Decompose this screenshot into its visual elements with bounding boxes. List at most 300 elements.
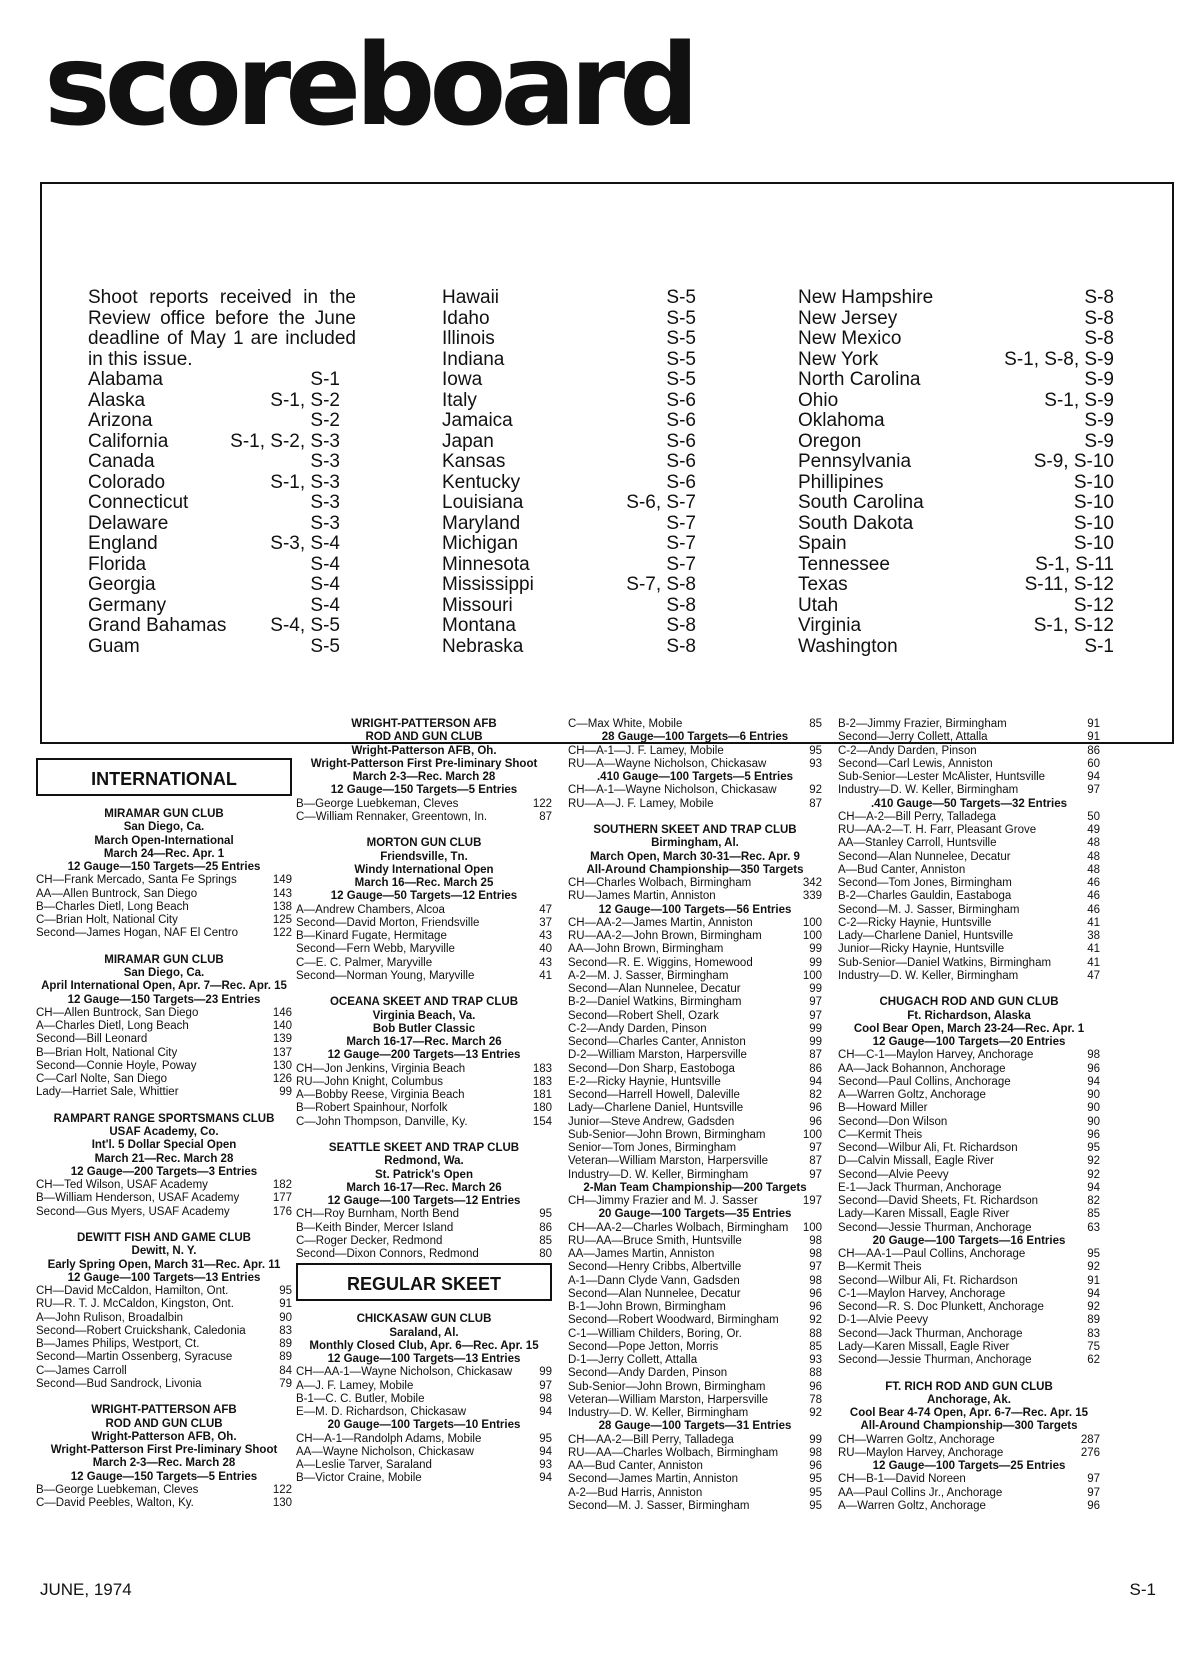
event-header-line: MORTON GUN CLUB [366, 837, 482, 850]
result-name: D-1—Jerry Collett, Attalla [568, 1354, 698, 1366]
result-name: RU—AA-2—T. H. Farr, Pleasant Grove [838, 824, 1037, 836]
result-score: 41 [1087, 943, 1100, 956]
result-name: CH—Allen Buntrock, San Diego [36, 1006, 199, 1019]
result-line [36, 1497, 292, 1510]
result-name: Second—Alan Nunnelee, Decatur [568, 1287, 741, 1300]
result-line [36, 1086, 292, 1099]
event-header-line: Cool Bear 4-74 Open, Apr. 6-7—Rec. Apr. 15 [849, 1407, 1089, 1419]
result-line [568, 957, 822, 970]
result-name: Lady—Karen Missall, Eagle River [838, 1208, 1010, 1221]
result-name: B—Howard Miller [838, 1102, 928, 1115]
result-score: 86 [1087, 744, 1100, 757]
result-score: 85 [809, 718, 822, 730]
result-score: 87 [809, 797, 822, 810]
result-line [296, 957, 552, 970]
result-score: 41 [1087, 956, 1100, 969]
result-name: RU—Maylon Harvey, Anchorage [838, 1446, 1004, 1459]
result-line [568, 996, 822, 1009]
result-score: 95 [1087, 1248, 1100, 1260]
index-state-name: Mississippi [442, 574, 534, 595]
result-line [568, 877, 822, 890]
result-line [838, 1434, 1100, 1447]
index-column-1 [88, 370, 340, 657]
result-name: B-1—C. C. Butler, Mobile [296, 1392, 425, 1405]
result-score: 85 [1087, 1208, 1100, 1221]
index-state-name: Canada [88, 451, 155, 472]
result-score: 99 [279, 1086, 292, 1099]
index-entry [88, 493, 340, 514]
index-state-name: Tennessee [798, 553, 890, 575]
result-score: 48 [1087, 850, 1100, 863]
result-name: C—Kermit Theis [838, 1128, 923, 1141]
result-line [838, 771, 1100, 784]
index-state-name: Georgia [88, 574, 156, 595]
result-name: A—Bobby Reese, Virginia Beach [296, 1089, 465, 1101]
spacer [296, 824, 552, 837]
index-page-ref: S-9 [1084, 369, 1114, 390]
index-state-name: New Jersey [798, 307, 898, 329]
result-score: 84 [279, 1364, 292, 1377]
result-line [838, 1155, 1100, 1168]
index-page-ref: S-5 [310, 635, 340, 657]
index-page-ref: S-5 [666, 307, 696, 329]
event-header-line: Saraland, Al. [389, 1326, 459, 1339]
result-name: CH—B-1—David Noreen [838, 1473, 966, 1486]
result-line [36, 1312, 292, 1325]
result-name: Second—Henry Cribbs, Albertville [568, 1261, 742, 1274]
event-header-line: All-Around Championship—300 Targets [860, 1420, 1078, 1433]
result-line [296, 811, 552, 824]
result-line [568, 784, 822, 797]
event-header-line: Bob Butler Classic [372, 1022, 476, 1035]
event-header-line: MIRAMAR GUN CLUB [104, 808, 224, 820]
event-header-line: San Diego, Ca. [123, 967, 205, 979]
index-column-2 [442, 288, 696, 657]
result-score: 60 [1087, 757, 1100, 770]
result-line [296, 1235, 552, 1248]
result-line [838, 1275, 1100, 1288]
result-name: Second—Gus Myers, USAF Academy [36, 1205, 230, 1218]
masthead-title: scoreboard [44, 21, 694, 151]
result-name: AA—Paul Collins Jr., Anchorage [838, 1486, 1003, 1499]
result-score: 126 [272, 1073, 292, 1085]
event-header-line: 28 Gauge—100 Targets—31 Entries [598, 1420, 792, 1433]
event-header-line: Int'l. 5 Dollar Special Open [91, 1139, 237, 1152]
event-header-line: Windy International Open [354, 863, 494, 876]
results-column-4 [838, 718, 1100, 1513]
index-page-ref: S-4 [310, 553, 340, 575]
index-state-name: North Carolina [798, 369, 921, 390]
event-header-line: 12 Gauge—150 Targets—5 Entries [330, 784, 518, 797]
event-header-line: 12 Gauge—150 Targets—5 Entries [70, 1470, 258, 1483]
index-state-name: Pennsylvania [798, 451, 912, 472]
result-line [568, 1010, 822, 1023]
result-line [568, 983, 822, 996]
result-score: 90 [279, 1311, 292, 1324]
index-entry [798, 555, 1114, 576]
result-score: 86 [539, 1221, 552, 1234]
result-score: 95 [809, 1499, 822, 1512]
result-score: 92 [809, 784, 822, 797]
result-score: 90 [1087, 1089, 1100, 1101]
result-score: 46 [1087, 890, 1100, 903]
index-state-name: Maryland [442, 512, 521, 534]
result-name: A—Andrew Chambers, Alcoa [296, 903, 445, 916]
result-score: 91 [1087, 718, 1100, 730]
result-line [838, 1222, 1100, 1235]
result-line [36, 1060, 292, 1073]
event-header-line: CHUGACH ROD AND GUN CLUB [879, 996, 1059, 1009]
index-state-name: Texas [798, 574, 848, 595]
spacer [36, 1100, 292, 1113]
result-line [838, 1208, 1100, 1221]
event-header-line: 12 Gauge—200 Targets—13 Entries [327, 1049, 521, 1062]
result-line [838, 758, 1100, 771]
result-name: CH—Roy Burnham, North Bend [296, 1208, 459, 1221]
result-score: 122 [272, 1483, 292, 1496]
index-entry [88, 575, 340, 596]
result-name: A—Warren Goltz, Anchorage [838, 1089, 986, 1101]
result-score: 98 [809, 1234, 822, 1247]
index-entry [798, 514, 1114, 535]
index-entry [798, 473, 1114, 494]
result-score: 99 [539, 1366, 552, 1379]
event-header-line: April International Open, Apr. 7—Rec. Apr. 15 [41, 980, 287, 993]
event-header-line: March 21—Rec. March 28 [94, 1152, 234, 1165]
result-line [568, 1394, 822, 1407]
result-name: CH—A-2—Bill Perry, Talladega [838, 810, 997, 823]
result-name: CH—Frank Mercado, Santa Fe Springs [36, 874, 237, 887]
result-line [296, 1406, 552, 1419]
index-page-ref: S-1, S-12 [1033, 615, 1114, 636]
index-state-name: Utah [798, 594, 839, 616]
result-line [36, 914, 292, 927]
results-column-1 [36, 756, 292, 1510]
event-header-line: Wright-Patterson AFB, Oh. [351, 744, 497, 757]
result-name: Senior—Tom Jones, Birmingham [568, 1142, 737, 1154]
event-header-line: 12 Gauge—150 Targets—23 Entries [67, 993, 261, 1006]
index-entry [442, 452, 696, 473]
result-name: AA—Wayne Nicholson, Chickasaw [296, 1445, 474, 1458]
result-line [838, 930, 1100, 943]
result-score: 100 [802, 916, 822, 929]
result-line [838, 718, 1100, 731]
result-line [568, 1195, 822, 1208]
index-page-ref: S-9 [1084, 410, 1114, 431]
index-state-name: Grand Bahamas [88, 615, 227, 636]
result-line [568, 1089, 822, 1102]
result-line [838, 1049, 1100, 1062]
result-line [568, 1036, 822, 1049]
result-line [568, 1063, 822, 1076]
result-line [838, 943, 1100, 956]
result-score: 100 [802, 930, 822, 942]
result-score: 79 [279, 1377, 292, 1390]
index-entry [442, 329, 696, 350]
index-entry [798, 575, 1114, 596]
index-entry [798, 493, 1114, 514]
index-page-ref: S-11, S-12 [1024, 574, 1114, 595]
result-line [838, 1473, 1100, 1486]
result-score: 96 [809, 1115, 822, 1128]
result-line [568, 1261, 822, 1274]
result-score: 96 [809, 1102, 822, 1115]
result-name: B—James Philips, Westport, Ct. [36, 1338, 200, 1350]
result-name: Industry—D. W. Keller, Birmingham [838, 784, 1019, 797]
result-score: 62 [1087, 1354, 1100, 1366]
result-line [838, 1182, 1100, 1195]
index-entry [88, 370, 340, 391]
index-state-name: New York [798, 348, 879, 370]
result-score: 122 [532, 797, 552, 810]
index-page-ref: S-8 [666, 635, 696, 657]
result-name: AA—Allen Buntrock, San Diego [36, 887, 198, 900]
result-score: 95 [539, 1208, 552, 1221]
index-page-ref: S-8 [666, 594, 696, 616]
result-score: 96 [809, 1460, 822, 1472]
result-score: 92 [1087, 1168, 1100, 1181]
result-name: B—Victor Craine, Mobile [296, 1472, 422, 1485]
result-score: 130 [272, 1059, 292, 1072]
result-score: 75 [1087, 1340, 1100, 1353]
result-name: CH—AA-1—Wayne Nicholson, Chickasaw [296, 1366, 513, 1379]
index-page-ref: S-1, S-2, S-3 [230, 430, 340, 452]
index-entry [798, 391, 1114, 412]
spacer [296, 983, 552, 996]
result-line [568, 1434, 822, 1447]
result-score: 40 [539, 943, 552, 956]
index-entry [88, 534, 340, 555]
result-name: Second—Robert Shell, Ozark [568, 1009, 719, 1022]
result-score: 89 [279, 1351, 292, 1364]
index-entry [798, 370, 1114, 391]
spacer [838, 1367, 1100, 1380]
result-score: 91 [1087, 1274, 1100, 1287]
result-line [838, 1261, 1100, 1274]
result-score: 96 [1087, 1499, 1100, 1512]
result-line [838, 811, 1100, 824]
result-name: CH—A-1—J. F. Lamey, Mobile [568, 744, 724, 757]
result-score: 95 [279, 1285, 292, 1297]
result-line [36, 1073, 292, 1086]
result-name: C—David Peebles, Walton, Ky. [36, 1497, 194, 1509]
result-line [568, 1354, 822, 1367]
result-line [838, 824, 1100, 837]
event-header-line: All-Around Championship—350 Targets [586, 863, 804, 876]
result-score: 46 [1087, 877, 1100, 889]
index-page-ref: S-2 [310, 410, 340, 431]
index-entry [442, 391, 696, 412]
result-line [838, 851, 1100, 864]
result-line [838, 1354, 1100, 1367]
result-name: Second—Fern Webb, Maryville [296, 943, 455, 956]
result-score: 99 [809, 1022, 822, 1035]
index-page-ref: S-6 [666, 430, 696, 452]
result-name: C-2—Ricky Haynie, Huntsville [838, 916, 992, 929]
result-line [568, 1023, 822, 1036]
result-name: Industry—D. W. Keller, Birmingham [568, 1407, 749, 1419]
result-score: 140 [272, 1020, 292, 1032]
result-name: Second—Pope Jetton, Morris [568, 1340, 719, 1353]
result-line [838, 1500, 1100, 1513]
index-state-name: Colorado [88, 471, 166, 493]
spacer [36, 1391, 292, 1404]
result-score: 38 [1087, 930, 1100, 942]
result-line [568, 798, 822, 811]
result-name: RU—John Knight, Columbus [296, 1075, 444, 1088]
result-name: B-2—Charles Gauldin, Eastaboga [838, 890, 1012, 903]
event-header-line: Monthly Closed Club, Apr. 6—Rec. Apr. 15 [309, 1339, 539, 1352]
result-line [838, 1447, 1100, 1460]
result-line [838, 890, 1100, 903]
index-page-ref: S-9 [1084, 430, 1114, 452]
result-line [568, 1447, 822, 1460]
result-score: 94 [1087, 1181, 1100, 1194]
index-page-ref: S-7, S-8 [626, 574, 696, 595]
result-name: Second—Alan Nunnelee, Decatur [838, 850, 1011, 863]
result-line [838, 1116, 1100, 1129]
result-name: A—J. F. Lamey, Mobile [296, 1379, 414, 1392]
result-line [568, 917, 822, 930]
result-score: 99 [809, 943, 822, 956]
index-page-ref: S-6 [666, 389, 696, 411]
result-score: 95 [1087, 1142, 1100, 1154]
result-score: 122 [272, 927, 292, 940]
index-page-ref: S-3 [310, 492, 340, 513]
result-line [568, 1248, 822, 1261]
result-name: Second—Jessie Thurman, Anchorage [838, 1354, 1032, 1366]
result-score: 92 [809, 1314, 822, 1327]
section-heading-box: INTERNATIONAL [36, 758, 292, 796]
result-name: Lady—Charlene Daniel, Huntsville [568, 1102, 744, 1115]
result-score: 41 [539, 969, 552, 982]
event-header-line: Redmond, Wa. [384, 1155, 464, 1168]
result-line [838, 745, 1100, 758]
index-state-name: South Dakota [798, 512, 914, 534]
footer-page-number: S-1 [1129, 1580, 1156, 1599]
result-score: 94 [539, 1445, 552, 1458]
index-state-name: Minnesota [442, 553, 530, 575]
result-line [36, 1298, 292, 1311]
result-name: AA—James Martin, Anniston [568, 1248, 715, 1260]
result-name: B-2—Daniel Watkins, Birmingham [568, 996, 742, 1009]
result-line [568, 1328, 822, 1341]
result-name: C—Carl Nolte, San Diego [36, 1073, 168, 1085]
index-entry [88, 596, 340, 617]
result-name: A-1—Dann Clyde Vann, Gadsden [568, 1274, 740, 1287]
result-line [568, 970, 822, 983]
result-line [568, 930, 822, 943]
result-line [568, 1222, 822, 1235]
result-line [568, 1116, 822, 1129]
event-header-line: 12 Gauge—100 Targets—25 Entries [872, 1460, 1066, 1472]
index-state-name: Florida [88, 553, 147, 575]
index-entry [88, 411, 340, 432]
result-name: B—George Luebkeman, Cleves [36, 1483, 199, 1496]
result-line [838, 904, 1100, 917]
index-state-name: Idaho [442, 307, 490, 329]
result-score: 98 [809, 1446, 822, 1459]
index-entry [798, 309, 1114, 330]
result-name: C—William Rennaker, Greentown, In. [296, 810, 488, 823]
result-score: 97 [539, 1379, 552, 1392]
result-line [568, 943, 822, 956]
result-score: 183 [532, 1075, 552, 1088]
result-name: Second—R. S. Doc Plunkett, Anchorage [838, 1301, 1044, 1313]
index-entry [798, 432, 1114, 453]
result-score: 85 [809, 1340, 822, 1353]
result-name: Second—Paul Collins, Anchorage [838, 1075, 1011, 1088]
result-score: 87 [539, 810, 552, 823]
result-name: CH—AA-2—Bill Perry, Talladega [568, 1433, 734, 1446]
result-score: 97 [1087, 1486, 1100, 1499]
result-name: CH—AA-1—Paul Collins, Anchorage [838, 1248, 1026, 1260]
result-line [568, 1367, 822, 1380]
results-column-2 [296, 718, 552, 1486]
result-line [36, 1047, 292, 1060]
result-name: Lady—Karen Missall, Eagle River [838, 1340, 1010, 1353]
result-score: 92 [1087, 1155, 1100, 1168]
result-line [296, 1380, 552, 1393]
result-name: B-1—John Brown, Birmingham [568, 1301, 726, 1313]
result-score: 93 [809, 1354, 822, 1366]
result-name: RU—A—Wayne Nicholson, Chickasaw [568, 757, 767, 770]
event-header-line: ROD AND GUN CLUB [105, 1417, 223, 1430]
event-header-line: Cool Bear Open, March 23-24—Rec. Apr. 1 [853, 1022, 1085, 1035]
result-name: B-2—Jimmy Frazier, Birmingham [838, 718, 1007, 730]
result-name: CH—Jon Jenkins, Virginia Beach [296, 1062, 466, 1075]
result-score: 99 [809, 956, 822, 969]
result-score: 91 [1087, 731, 1100, 744]
result-name: RU—James Martin, Anniston [568, 890, 716, 903]
result-score: 146 [272, 1006, 292, 1019]
index-page-ref: S-10 [1073, 533, 1114, 554]
result-score: 87 [809, 1155, 822, 1168]
result-score: 177 [272, 1192, 292, 1205]
event-header-line: Birmingham, Al. [651, 837, 739, 850]
index-entry [88, 637, 340, 658]
index-entry [442, 575, 696, 596]
result-name: Veteran—William Marston, Harpersville [568, 1155, 769, 1168]
event-header-line: March 2-3—Rec. March 28 [352, 771, 496, 783]
result-name: Sub-Senior—Lester McAlister, Huntsville [838, 771, 1046, 783]
index-entry [798, 329, 1114, 350]
index-page-ref: S-1 [310, 369, 340, 390]
result-line [36, 1378, 292, 1391]
result-line [296, 1208, 552, 1221]
index-entry [798, 350, 1114, 371]
result-line [838, 1288, 1100, 1301]
result-line [838, 837, 1100, 850]
result-name: Second—James Martin, Anniston [568, 1473, 739, 1486]
result-line [838, 1328, 1100, 1341]
index-entry [442, 616, 696, 637]
result-line [36, 901, 292, 914]
result-score: 143 [272, 887, 292, 900]
index-entry [798, 534, 1114, 555]
result-name: A-2—Bud Harris, Anniston [568, 1486, 703, 1499]
index-page-ref: S-4, S-5 [270, 615, 340, 636]
index-page-ref: S-6 [666, 471, 696, 493]
index-page-ref: S-3 [310, 512, 340, 534]
index-entry [442, 473, 696, 494]
result-line [36, 1007, 292, 1020]
result-score: 85 [539, 1234, 552, 1247]
result-score: 137 [272, 1046, 292, 1059]
results-column-3 [568, 718, 822, 1513]
result-name: Lady—Charlene Daniel, Huntsville [838, 930, 1014, 942]
index-page-ref: S-8 [666, 615, 696, 636]
